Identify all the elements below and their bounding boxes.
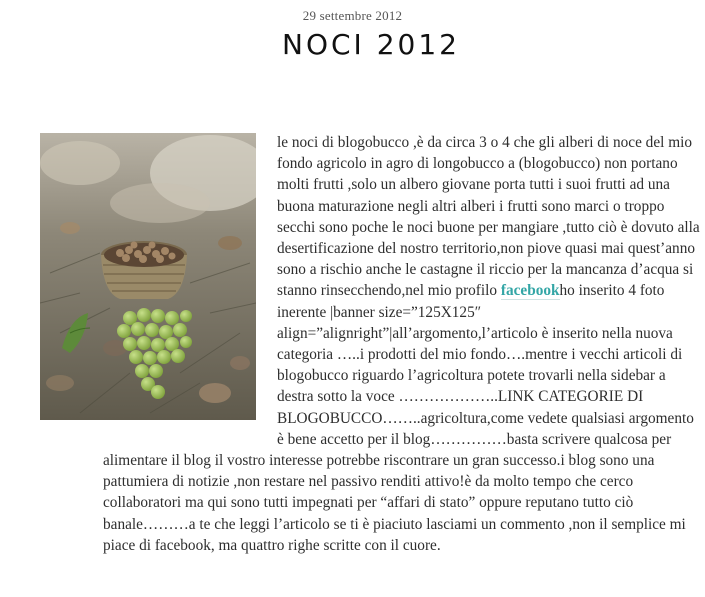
image-float-spacer: [103, 132, 277, 429]
post-date: 29 settembre 2012: [302, 8, 403, 23]
body-text-part2: ho inserito 4 foto inerente |banner size=”125X125″ align=”alignright”|all’argomento,l’articolo è inserito nella nuova categoria …..i prodotti del mio fondo….mentre i vecchi articoli di blogobucco riguardo l’agricoltura potete trovarli nella sidebar a destra sotto la voce ………………..LINK CATEGORIE DI BLOGOBUCCO……..agricoltura,come vedete qualsiasi argomento è bene accetto per il blog……………basta scrivere qualcosa per alimentare il blog il vostro interesse potrebbe riscontrare un gran successo.i blog sono una pattumiera di notizie ,non restare nel passivo renditi attivo!è da molto tempo che cerco collaboratori ma qui sono tutti impegnati per “affari di stato” oppure reputano tutto ciò banale………a te che leggi l’articolo se ti è piaciuto lasciami un commento ,non il semplice mi piace di facebook, ma quattro righe scritte con il cuore.: [103, 282, 694, 554]
post-title: NOCI 2012: [282, 28, 460, 61]
facebook-link[interactable]: facebook: [500, 282, 560, 300]
post-body: [103, 132, 703, 556]
body-text-part1: le noci di blogobucco ,è da circa 3 o 4 che gli alberi di noce del mio fondo agricolo in agro di longobucco a (blogobucco) non portano molti frutti ,solo un albero giovane porta tutti i suoi frutti ad una buona maturazione negli altri alberi i frutti sono marci o troppo secchi sono poche le noci buone per mangiare ,tutto ciò è dovuto alla desertificazione del nostro territorio,non piove quasi mai quest’anno sono a rischio anche le castagne il riccio per la mancanza d’acqua si stanno rinsecchendo,nel mio profilo: [277, 134, 700, 300]
